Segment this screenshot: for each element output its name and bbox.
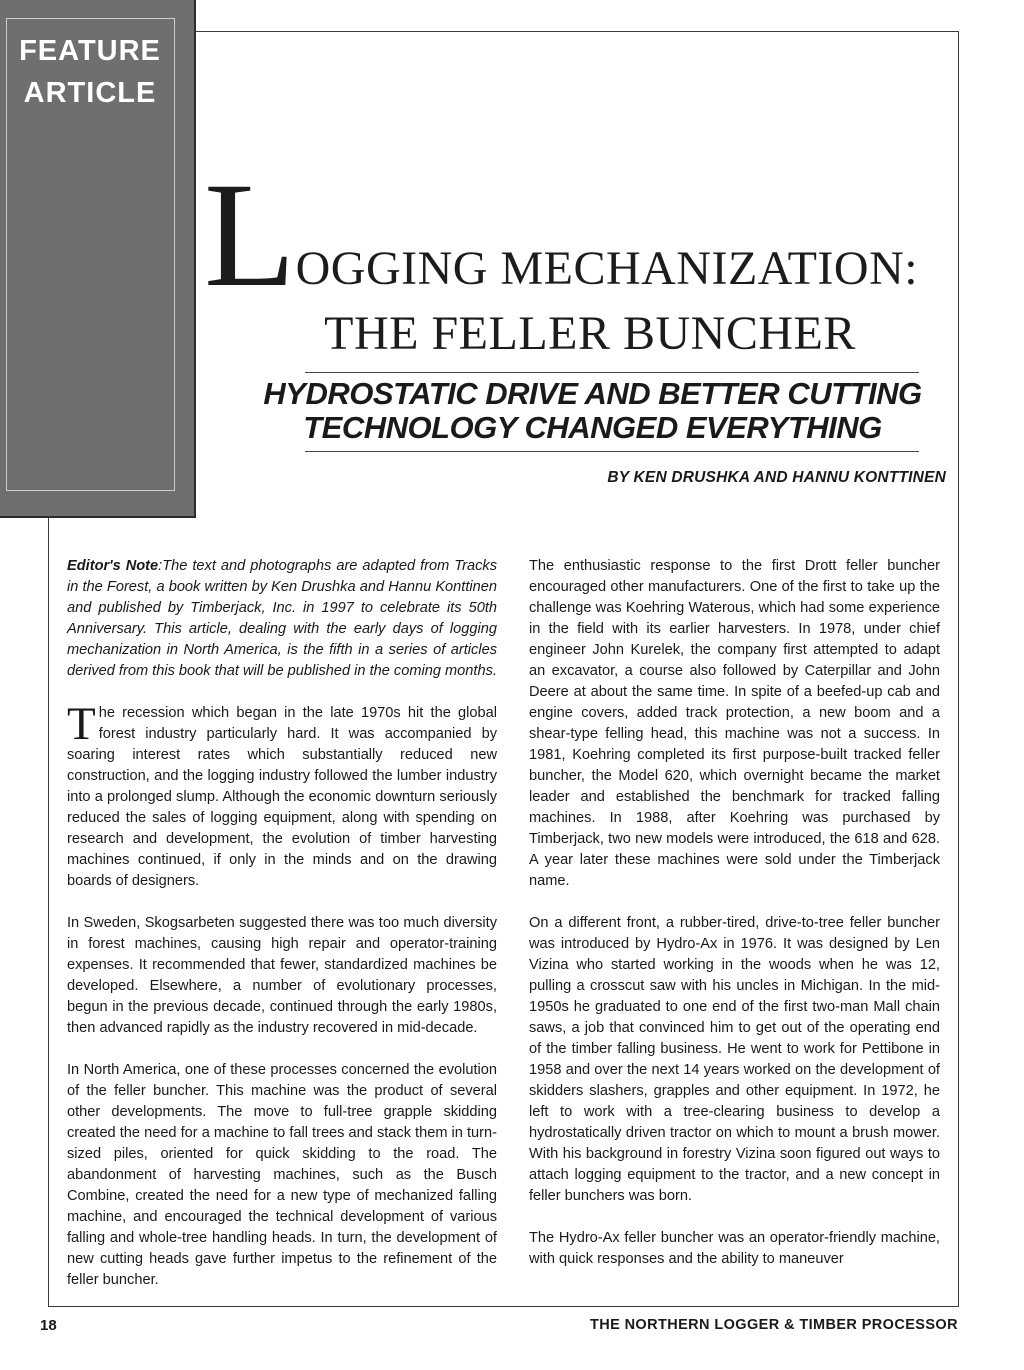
byline: BY KEN DRUSHKA AND HANNU KONTTINEN <box>607 469 946 486</box>
page-number: 18 <box>40 1317 57 1334</box>
subtitle-line2: TECHNOLOGY CHANGED EVERYTHING <box>303 410 882 445</box>
body-paragraph: On a different front, a rubber-tired, drive-to-tree feller buncher was introduced by Hydro-Ax in 1976. It was designed by Len Vizina who started working in the woods when he was 12, pulling a crosscut saw with his uncles in Michigan. In the mid-1950s he graduated to one end of the first two-man Mall chain saws, a job that convinced him to get out of the operating end of the timber falling business. He went to work for Pettibone in 1958 and over the next 14 years worked on the development of skidders slashers, grapples and other equipment. In 1972, he left to work with a tree-clearing business to develop a hydrostatically driven tractor on which to mount a brush mower. With his background in forestry Vizina soon figured out ways to attach logging equipment to the tractor, and a new concept in feller bunchers was born. <box>529 915 940 1204</box>
body-dropcap: T <box>67 698 96 750</box>
article-subtitle <box>200 377 985 445</box>
title-rule-bottom <box>305 451 919 452</box>
title-line2: THE FELLER BUNCHER <box>324 307 856 360</box>
right-column <box>529 556 940 1291</box>
title-line1-text: OGGING MECHANIZATION: <box>295 242 919 295</box>
editor-note <box>67 556 497 682</box>
feature-tab-line1: FEATURE <box>19 35 161 67</box>
body-paragraph-text: he recession which began in the late 1970s hit the global forest industry particularly hard. It was accompanied by soaring interest rates which substantially reduced new construction, and the logging industry followed the lumber industry into a prolonged slump. Although the economic downturn seriously reduced the sales of logging equipment, along with spending on research and development, the evolution of timber harvesting machines continued, if only in the minds and on the drawing boards of designers. <box>67 705 497 889</box>
body-paragraph: The enthusiastic response to the first Drott feller buncher encouraged other manufacturers. One of the first to take up the challenge was Koehring Waterous, which had some experience in the field with its earlier harvesters. In 1978, under chief engineer John Kurelek, the company first attempted to adapt an excavator, a course also followed by Caterpillar and John Deere at about the same time. In spite of a beefed-up cab and engine covers, added track protection, a new boom and a shear-type felling head, this machine was not a success. In 1981, Koehring completed its first purpose-built tracked feller buncher, the Model 620, which overnight became the market leader and established the benchmark for tracked falling machines. In 1988, after Koehring was purchased by Timberjack, two new models were introduced, the 618 and 628. A year later these machines were sold under the Timberjack name. <box>529 558 940 889</box>
feature-article-tab <box>0 0 196 518</box>
editor-note-text: :The text and photographs are adapted from Tracks in the Forest, a book written by Ken Drushka and Hannu Konttinen and published by Timberjack, Inc. in 1997 to celebrate its 50th Anniversary. This article, dealing with the early days of logging mechanization in North America, is the fifth in a series of articles derived from this book that will be published in the coming months. <box>67 558 498 679</box>
body-paragraph <box>67 698 497 892</box>
body-paragraph: In North America, one of these processes concerned the evolution of the feller buncher. This machine was the product of several other developments. The move to full-tree grapple skidding created the need for a machine to fall trees and stack them in turn-sized piles, oriented for quick skidding to the road. The abandonment of harvesting machines, such as the Busch Combine, created the need for a new type of mechanized falling machine, and encouraged the technical development of various falling and whole-tree handling heads. In turn, the development of new cutting heads gave further impetus to the refinement of the feller buncher. <box>67 1062 497 1288</box>
editor-note-label: Editor's Note <box>67 558 159 574</box>
magazine-name: THE NORTHERN LOGGER & TIMBER PROCESSOR <box>589 1317 958 1333</box>
body-paragraph: In Sweden, Skogsarbeten suggested there was too much diversity in forest machines, causing high repair and operator-training expenses. It recommended that fewer, standardized machines be developed. Elsewhere, a number of evolutionary processes, begun in the previous decade, continued through the early 1980s, then advanced rapidly as the industry recovered in mid-decade. <box>67 915 497 1036</box>
title-drop-letter: L <box>204 152 296 318</box>
body-paragraph: The Hydro-Ax feller buncher was an operator-friendly machine, with quick responses and the ability to maneuver <box>529 1230 940 1267</box>
left-column <box>67 556 497 1312</box>
feature-tab-label <box>10 30 170 114</box>
feature-tab-line2: ARTICLE <box>23 77 157 109</box>
subtitle-line1: HYDROSTATIC DRIVE AND BETTER CUTTING <box>263 376 922 411</box>
title-rule-top <box>305 372 919 373</box>
title-line1 <box>204 152 919 318</box>
